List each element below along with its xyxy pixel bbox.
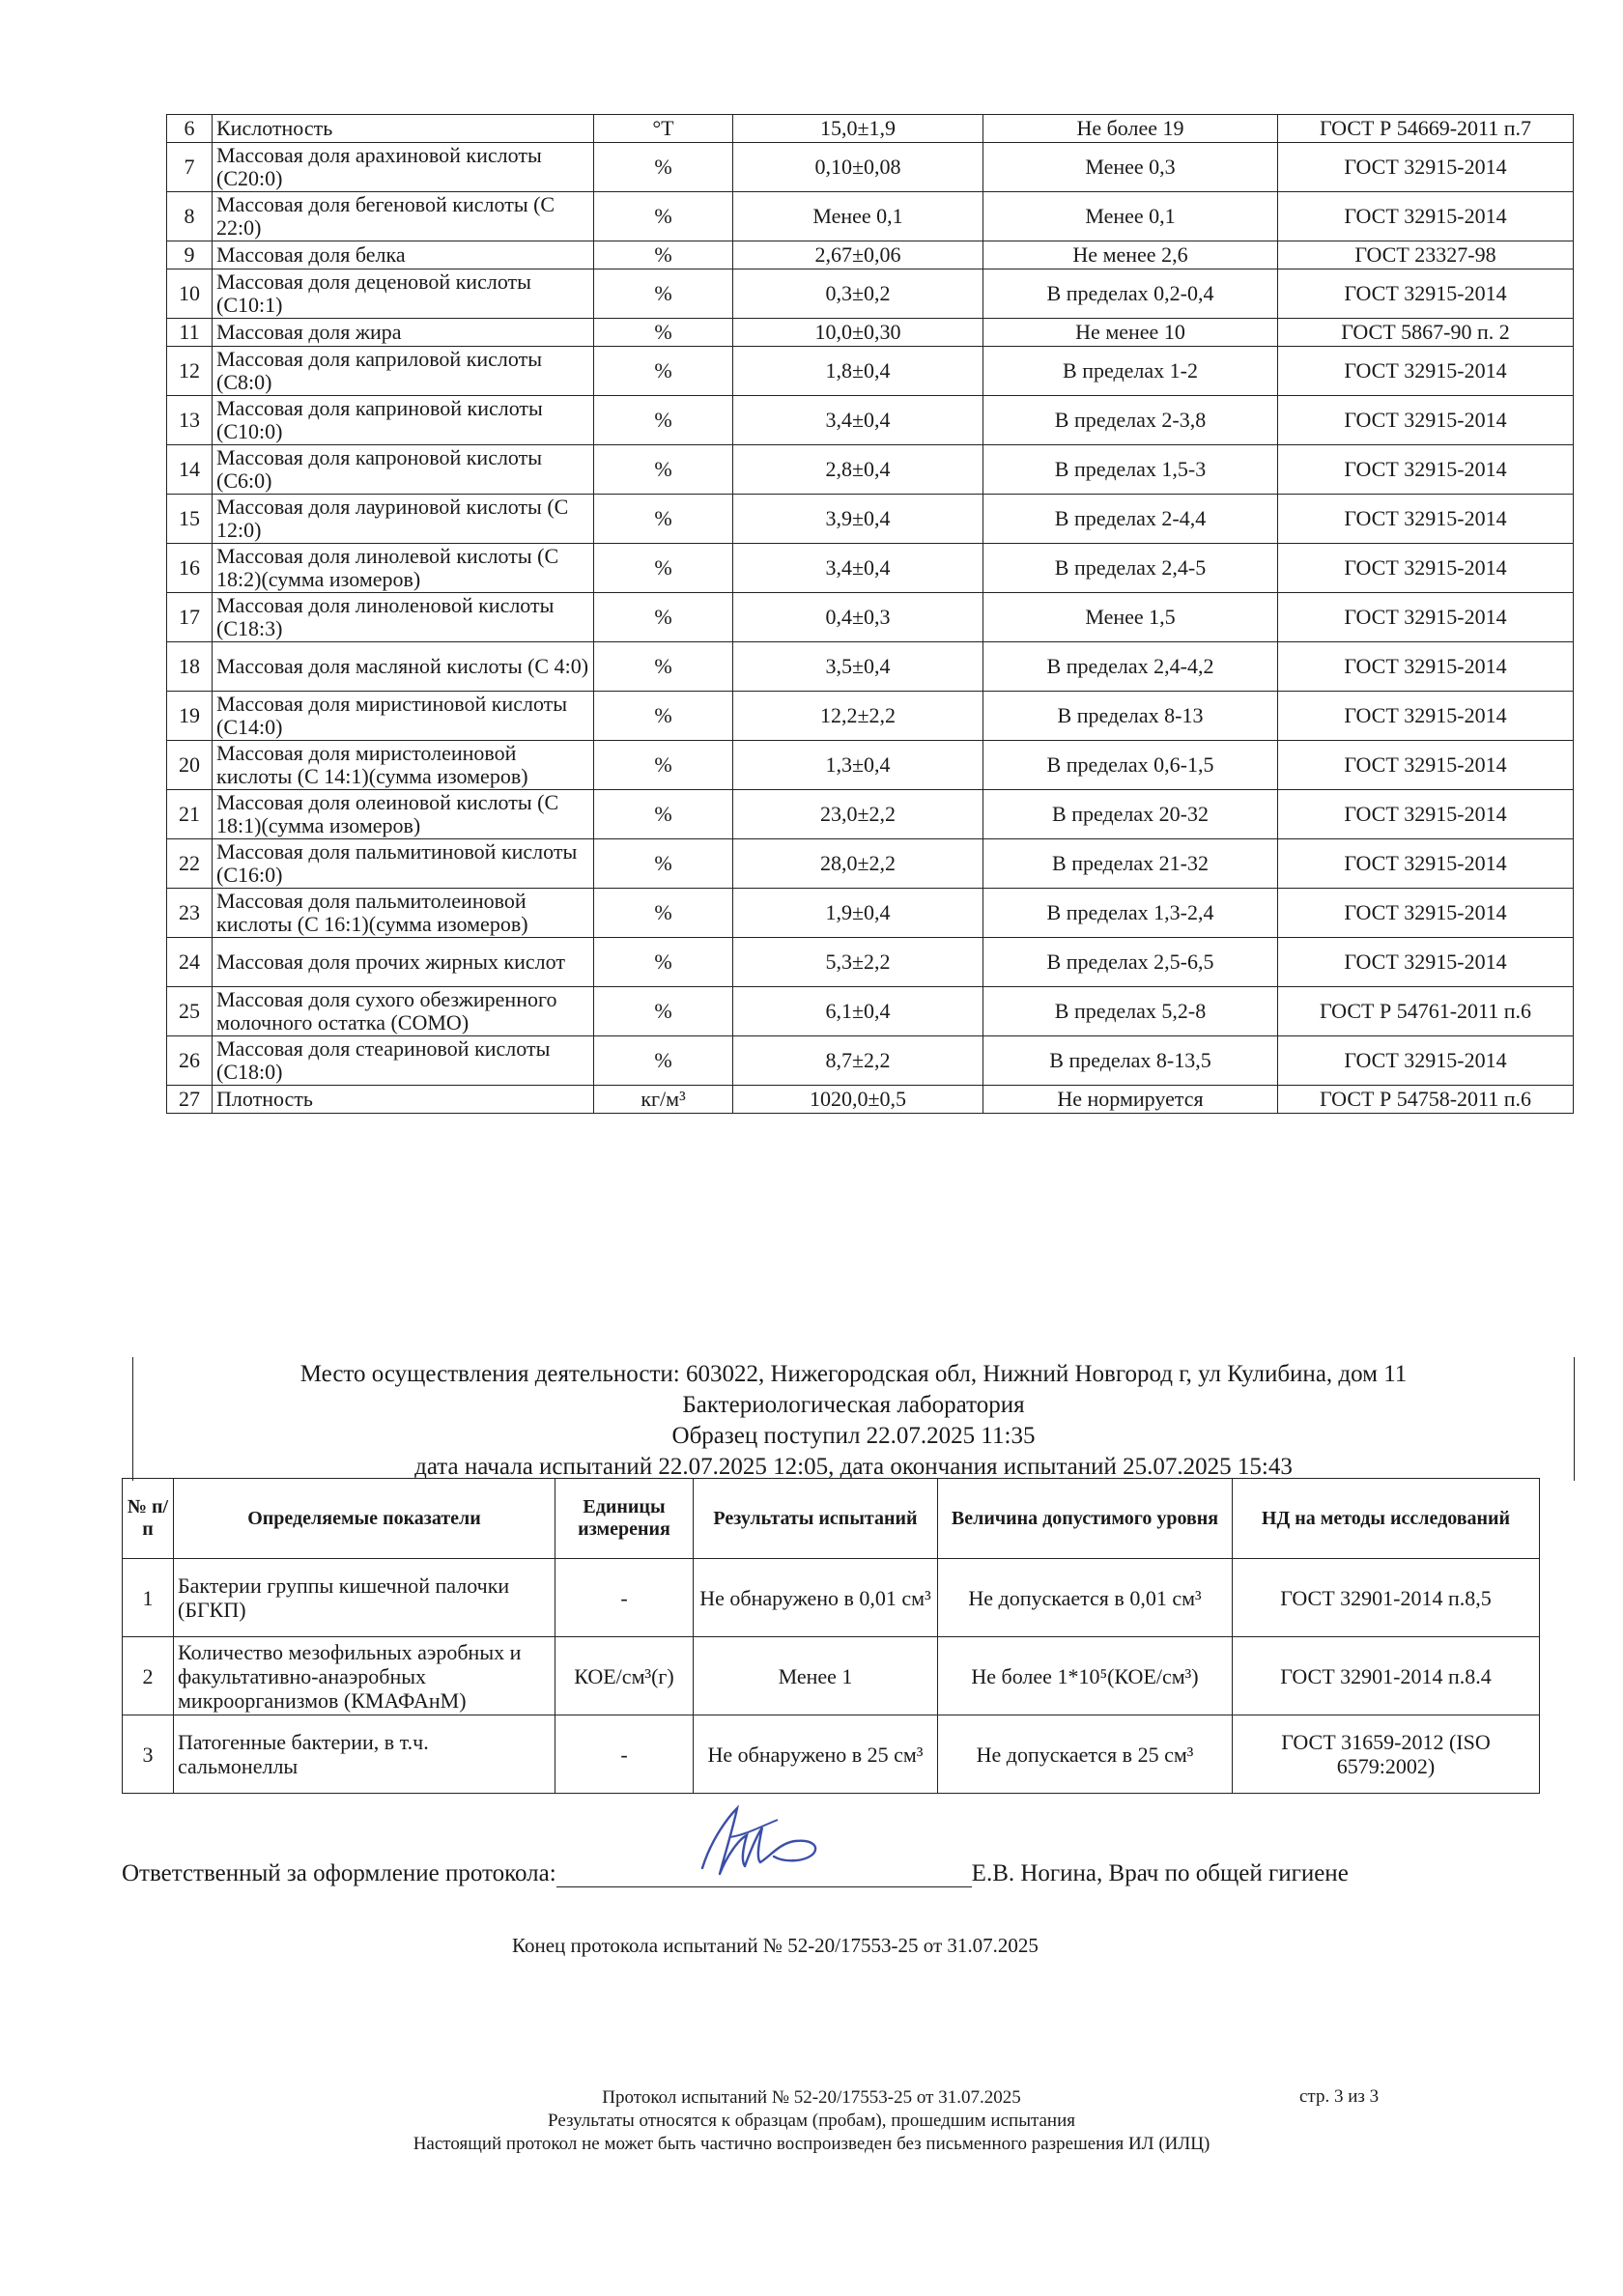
cell-method: ГОСТ 32915-2014 bbox=[1278, 269, 1574, 319]
cell-method: ГОСТ 32915-2014 bbox=[1278, 143, 1574, 192]
cell-unit: % bbox=[594, 790, 733, 839]
cell-result: 2,8±0,4 bbox=[733, 445, 983, 495]
cell-result: 3,5±0,4 bbox=[733, 642, 983, 692]
cell-name: Массовая доля линоленовой кислоты (C18:3) bbox=[213, 593, 594, 642]
cell-name: Массовая доля миристиновой кислоты (C14:0) bbox=[213, 692, 594, 741]
cell-norm: В пределах 20-32 bbox=[983, 790, 1278, 839]
cell-unit: % bbox=[594, 1036, 733, 1086]
table-header-row bbox=[123, 1479, 1540, 1559]
cell-n: 16 bbox=[167, 544, 213, 593]
results-table-micro bbox=[122, 1478, 1540, 1794]
cell-unit: % bbox=[594, 241, 733, 269]
sample-received: Образец поступил 22.07.2025 11:35 bbox=[671, 1423, 1036, 1449]
cell-result: 3,9±0,4 bbox=[733, 495, 983, 544]
table-row bbox=[167, 445, 1574, 495]
cell-n: 8 bbox=[167, 192, 213, 241]
footer-line-3: Настоящий протокол не может быть частично воспроизведен без письменного разрешения ИЛ (ИЛЦ) bbox=[413, 2134, 1210, 2154]
cell-n: 14 bbox=[167, 445, 213, 495]
cell-result: Не обнаружено в 25 см³ bbox=[694, 1715, 938, 1794]
cell-method: ГОСТ 32915-2014 bbox=[1278, 692, 1574, 741]
cell-n: 24 bbox=[167, 938, 213, 987]
table-row bbox=[167, 192, 1574, 241]
cell-unit: % bbox=[594, 593, 733, 642]
col-header-result: Результаты испытаний bbox=[694, 1479, 938, 1559]
cell-n: 6 bbox=[167, 115, 213, 143]
table-row bbox=[167, 396, 1574, 445]
cell-name: Массовая доля линолевой кислоты (C 18:2)(сумма изомеров) bbox=[213, 544, 594, 593]
cell-norm: Не более 1*10⁵(КОЕ/см³) bbox=[938, 1637, 1233, 1715]
cell-n: 3 bbox=[123, 1715, 174, 1794]
cell-method: ГОСТ 32915-2014 bbox=[1278, 593, 1574, 642]
table-row bbox=[167, 544, 1574, 593]
footer-line-2: Результаты относятся к образцам (пробам), прошедшим испытания bbox=[548, 2111, 1075, 2131]
cell-result: 1,3±0,4 bbox=[733, 741, 983, 790]
table-row bbox=[167, 495, 1574, 544]
cell-name: Массовая доля арахиновой кислоты (C20:0) bbox=[213, 143, 594, 192]
cell-norm: В пределах 2-3,8 bbox=[983, 396, 1278, 445]
cell-n: 22 bbox=[167, 839, 213, 889]
footer-line-1: Протокол испытаний № 52-20/17553-25 от 31.07.2025 bbox=[602, 2087, 1021, 2108]
cell-unit: % bbox=[594, 642, 733, 692]
cell-norm: Не менее 10 bbox=[983, 319, 1278, 347]
cell-norm: Менее 0,3 bbox=[983, 143, 1278, 192]
cell-method: ГОСТ 32915-2014 bbox=[1278, 495, 1574, 544]
cell-method: ГОСТ 32915-2014 bbox=[1278, 1036, 1574, 1086]
cell-norm: Не менее 2,6 bbox=[983, 241, 1278, 269]
responsible-line bbox=[122, 1860, 1349, 1887]
cell-norm: В пределах 2,4-4,2 bbox=[983, 642, 1278, 692]
cell-name: Массовая доля капроновой кислоты (C6:0) bbox=[213, 445, 594, 495]
cell-norm: В пределах 0,2-0,4 bbox=[983, 269, 1278, 319]
cell-unit: % bbox=[594, 347, 733, 396]
cell-result: 0,4±0,3 bbox=[733, 593, 983, 642]
cell-method: ГОСТ 5867-90 п. 2 bbox=[1278, 319, 1574, 347]
cell-unit: % bbox=[594, 938, 733, 987]
cell-name: Массовая доля стеариновой кислоты (C18:0) bbox=[213, 1036, 594, 1086]
cell-norm: В пределах 2-4,4 bbox=[983, 495, 1278, 544]
cell-name: Массовая доля каприновой кислоты (C10:0) bbox=[213, 396, 594, 445]
cell-result: 2,67±0,06 bbox=[733, 241, 983, 269]
cell-n: 1 bbox=[123, 1559, 174, 1637]
cell-unit: кг/м³ bbox=[594, 1086, 733, 1114]
col-header-unit: Единицы измерения bbox=[555, 1479, 694, 1559]
table-row bbox=[167, 593, 1574, 642]
test-dates: дата начала испытаний 22.07.2025 12:05, дата окончания испытаний 25.07.2025 15:43 bbox=[414, 1454, 1293, 1480]
cell-method: ГОСТ 32915-2014 bbox=[1278, 445, 1574, 495]
table-row bbox=[123, 1637, 1540, 1715]
table-row bbox=[167, 790, 1574, 839]
cell-method: ГОСТ Р 54761-2011 п.6 bbox=[1278, 987, 1574, 1036]
end-of-protocol: Конец протокола испытаний № 52-20/17553-25 от 31.07.2025 bbox=[512, 1934, 1039, 1957]
cell-name: Массовая доля белка bbox=[213, 241, 594, 269]
cell-norm: Не допускается в 0,01 см³ bbox=[938, 1559, 1233, 1637]
cell-result: Менее 0,1 bbox=[733, 192, 983, 241]
cell-method: ГОСТ 32915-2014 bbox=[1278, 396, 1574, 445]
cell-result: 6,1±0,4 bbox=[733, 987, 983, 1036]
cell-name: Массовая доля прочих жирных кислот bbox=[213, 938, 594, 987]
cell-unit: % bbox=[594, 495, 733, 544]
cell-method: ГОСТ 32915-2014 bbox=[1278, 790, 1574, 839]
cell-norm: Менее 1,5 bbox=[983, 593, 1278, 642]
cell-method: ГОСТ 32915-2014 bbox=[1278, 889, 1574, 938]
cell-result: 3,4±0,4 bbox=[733, 544, 983, 593]
cell-method: ГОСТ 32915-2014 bbox=[1278, 192, 1574, 241]
cell-result: 8,7±2,2 bbox=[733, 1036, 983, 1086]
cell-n: 10 bbox=[167, 269, 213, 319]
cell-method: ГОСТ 31659-2012 (ISO 6579:2002) bbox=[1233, 1715, 1540, 1794]
cell-result: 0,3±0,2 bbox=[733, 269, 983, 319]
cell-norm: В пределах 2,5-6,5 bbox=[983, 938, 1278, 987]
cell-unit: - bbox=[555, 1715, 694, 1794]
cell-result: 28,0±2,2 bbox=[733, 839, 983, 889]
cell-unit: % bbox=[594, 192, 733, 241]
cell-method: ГОСТ 32915-2014 bbox=[1278, 839, 1574, 889]
cell-result: 10,0±0,30 bbox=[733, 319, 983, 347]
cell-name: Бактерии группы кишечной палочки (БГКП) bbox=[174, 1559, 555, 1637]
cell-name: Массовая доля жира bbox=[213, 319, 594, 347]
cell-unit: % bbox=[594, 143, 733, 192]
cell-n: 12 bbox=[167, 347, 213, 396]
cell-name: Массовая доля каприловой кислоты (C8:0) bbox=[213, 347, 594, 396]
cell-n: 9 bbox=[167, 241, 213, 269]
cell-unit: КОЕ/см³(г) bbox=[555, 1637, 694, 1715]
cell-n: 20 bbox=[167, 741, 213, 790]
cell-name: Кислотность bbox=[213, 115, 594, 143]
cell-result: Менее 1 bbox=[694, 1637, 938, 1715]
table-row bbox=[167, 642, 1574, 692]
cell-unit: % bbox=[594, 544, 733, 593]
cell-name: Плотность bbox=[213, 1086, 594, 1114]
cell-n: 27 bbox=[167, 1086, 213, 1114]
table-row bbox=[167, 115, 1574, 143]
table-row bbox=[167, 692, 1574, 741]
cell-method: ГОСТ Р 54758-2011 п.6 bbox=[1278, 1086, 1574, 1114]
cell-name: Массовая доля масляной кислоты (C 4:0) bbox=[213, 642, 594, 692]
cell-method: ГОСТ 32915-2014 bbox=[1278, 544, 1574, 593]
cell-result: 1,9±0,4 bbox=[733, 889, 983, 938]
activity-place: Место осуществления деятельности: 603022, Нижегородская обл, Нижний Новгород г, ул Кулибина, дом 11 bbox=[299, 1361, 1408, 1387]
cell-method: ГОСТ 32915-2014 bbox=[1278, 642, 1574, 692]
cell-name: Массовая доля пальмитолеиновой кислоты (C 16:1)(сумма изомеров) bbox=[213, 889, 594, 938]
cell-n: 17 bbox=[167, 593, 213, 642]
cell-method: ГОСТ 32915-2014 bbox=[1278, 741, 1574, 790]
table-row bbox=[167, 889, 1574, 938]
col-header-method: НД на методы исследований bbox=[1233, 1479, 1540, 1559]
cell-norm: В пределах 1-2 bbox=[983, 347, 1278, 396]
cell-n: 18 bbox=[167, 642, 213, 692]
cell-unit: % bbox=[594, 445, 733, 495]
table-row bbox=[123, 1559, 1540, 1637]
table-row bbox=[167, 269, 1574, 319]
cell-name: Количество мезофильных аэробных и факультативно-анаэробных микроорганизмов (КМАФАнМ) bbox=[174, 1637, 555, 1715]
cell-result: 23,0±2,2 bbox=[733, 790, 983, 839]
cell-method: ГОСТ Р 54669-2011 п.7 bbox=[1278, 115, 1574, 143]
table-row bbox=[167, 143, 1574, 192]
table-row bbox=[167, 319, 1574, 347]
cell-norm: Не более 19 bbox=[983, 115, 1278, 143]
results-table-chemical bbox=[166, 114, 1574, 1114]
table-row bbox=[167, 987, 1574, 1036]
cell-method: ГОСТ 32915-2014 bbox=[1278, 938, 1574, 987]
cell-result: 1,8±0,4 bbox=[733, 347, 983, 396]
table-row bbox=[167, 347, 1574, 396]
cell-norm: В пределах 5,2-8 bbox=[983, 987, 1278, 1036]
cell-n: 19 bbox=[167, 692, 213, 741]
cell-method: ГОСТ 32901-2014 п.8.4 bbox=[1233, 1637, 1540, 1715]
cell-n: 13 bbox=[167, 396, 213, 445]
cell-norm: В пределах 8-13 bbox=[983, 692, 1278, 741]
cell-name: Массовая доля деценовой кислоты (C10:1) bbox=[213, 269, 594, 319]
signature-blank bbox=[556, 1863, 972, 1887]
cell-name: Массовая доля пальмитиновой кислоты (C16:0) bbox=[213, 839, 594, 889]
cell-unit: % bbox=[594, 269, 733, 319]
table-row bbox=[167, 1086, 1574, 1114]
cell-norm: В пределах 2,4-5 bbox=[983, 544, 1278, 593]
cell-result: 3,4±0,4 bbox=[733, 396, 983, 445]
table-row bbox=[167, 741, 1574, 790]
col-header-num: № п/п bbox=[123, 1479, 174, 1559]
cell-unit: % bbox=[594, 987, 733, 1036]
cell-unit: % bbox=[594, 741, 733, 790]
cell-name: Массовая доля бегеновой кислоты (C 22:0) bbox=[213, 192, 594, 241]
cell-norm: В пределах 0,6-1,5 bbox=[983, 741, 1278, 790]
table-row bbox=[167, 839, 1574, 889]
cell-unit: % bbox=[594, 889, 733, 938]
sample-info bbox=[132, 1357, 1575, 1481]
cell-unit: % bbox=[594, 839, 733, 889]
responsible-label: Ответственный за оформление протокола: bbox=[122, 1860, 556, 1886]
cell-name: Патогенные бактерии, в т.ч. сальмонеллы bbox=[174, 1715, 555, 1794]
col-header-norm: Величина допустимого уровня bbox=[938, 1479, 1233, 1559]
cell-result: 0,10±0,08 bbox=[733, 143, 983, 192]
cell-n: 15 bbox=[167, 495, 213, 544]
cell-unit: % bbox=[594, 319, 733, 347]
cell-method: ГОСТ 32915-2014 bbox=[1278, 347, 1574, 396]
cell-unit: % bbox=[594, 396, 733, 445]
cell-norm: Менее 0,1 bbox=[983, 192, 1278, 241]
cell-name: Массовая доля сухого обезжиренного молочного остатка (СОМО) bbox=[213, 987, 594, 1036]
col-header-name: Определяемые показатели bbox=[174, 1479, 555, 1559]
cell-n: 2 bbox=[123, 1637, 174, 1715]
cell-norm: В пределах 1,5-3 bbox=[983, 445, 1278, 495]
table-row bbox=[167, 1036, 1574, 1086]
cell-result: 15,0±1,9 bbox=[733, 115, 983, 143]
cell-method: ГОСТ 32901-2014 п.8,5 bbox=[1233, 1559, 1540, 1637]
cell-n: 23 bbox=[167, 889, 213, 938]
cell-name: Массовая доля лауриновой кислоты (C 12:0) bbox=[213, 495, 594, 544]
responsible-person: Е.В. Ногина, Врач по общей гигиене bbox=[971, 1860, 1349, 1886]
cell-n: 7 bbox=[167, 143, 213, 192]
cell-unit: °T bbox=[594, 115, 733, 143]
cell-n: 11 bbox=[167, 319, 213, 347]
cell-unit: - bbox=[555, 1559, 694, 1637]
cell-name: Массовая доля олеиновой кислоты (C 18:1)(сумма изомеров) bbox=[213, 790, 594, 839]
cell-result: Не обнаружено в 0,01 см³ bbox=[694, 1559, 938, 1637]
cell-method: ГОСТ 23327-98 bbox=[1278, 241, 1574, 269]
cell-result: 1020,0±0,5 bbox=[733, 1086, 983, 1114]
cell-n: 25 bbox=[167, 987, 213, 1036]
cell-name: Массовая доля миристолеиновой кислоты (C 14:1)(сумма изомеров) bbox=[213, 741, 594, 790]
table-row bbox=[167, 938, 1574, 987]
lab-name: Бактериологическая лаборатория bbox=[682, 1392, 1025, 1418]
cell-unit: % bbox=[594, 692, 733, 741]
cell-norm: В пределах 1,3-2,4 bbox=[983, 889, 1278, 938]
table-row bbox=[123, 1715, 1540, 1794]
page-number: стр. 3 из 3 bbox=[1299, 2086, 1380, 2107]
cell-norm: В пределах 8-13,5 bbox=[983, 1036, 1278, 1086]
cell-norm: В пределах 21-32 bbox=[983, 839, 1278, 889]
cell-n: 21 bbox=[167, 790, 213, 839]
cell-norm: Не допускается в 25 см³ bbox=[938, 1715, 1233, 1794]
cell-result: 5,3±2,2 bbox=[733, 938, 983, 987]
cell-n: 26 bbox=[167, 1036, 213, 1086]
cell-norm: Не нормируется bbox=[983, 1086, 1278, 1114]
cell-result: 12,2±2,2 bbox=[733, 692, 983, 741]
table-row bbox=[167, 241, 1574, 269]
